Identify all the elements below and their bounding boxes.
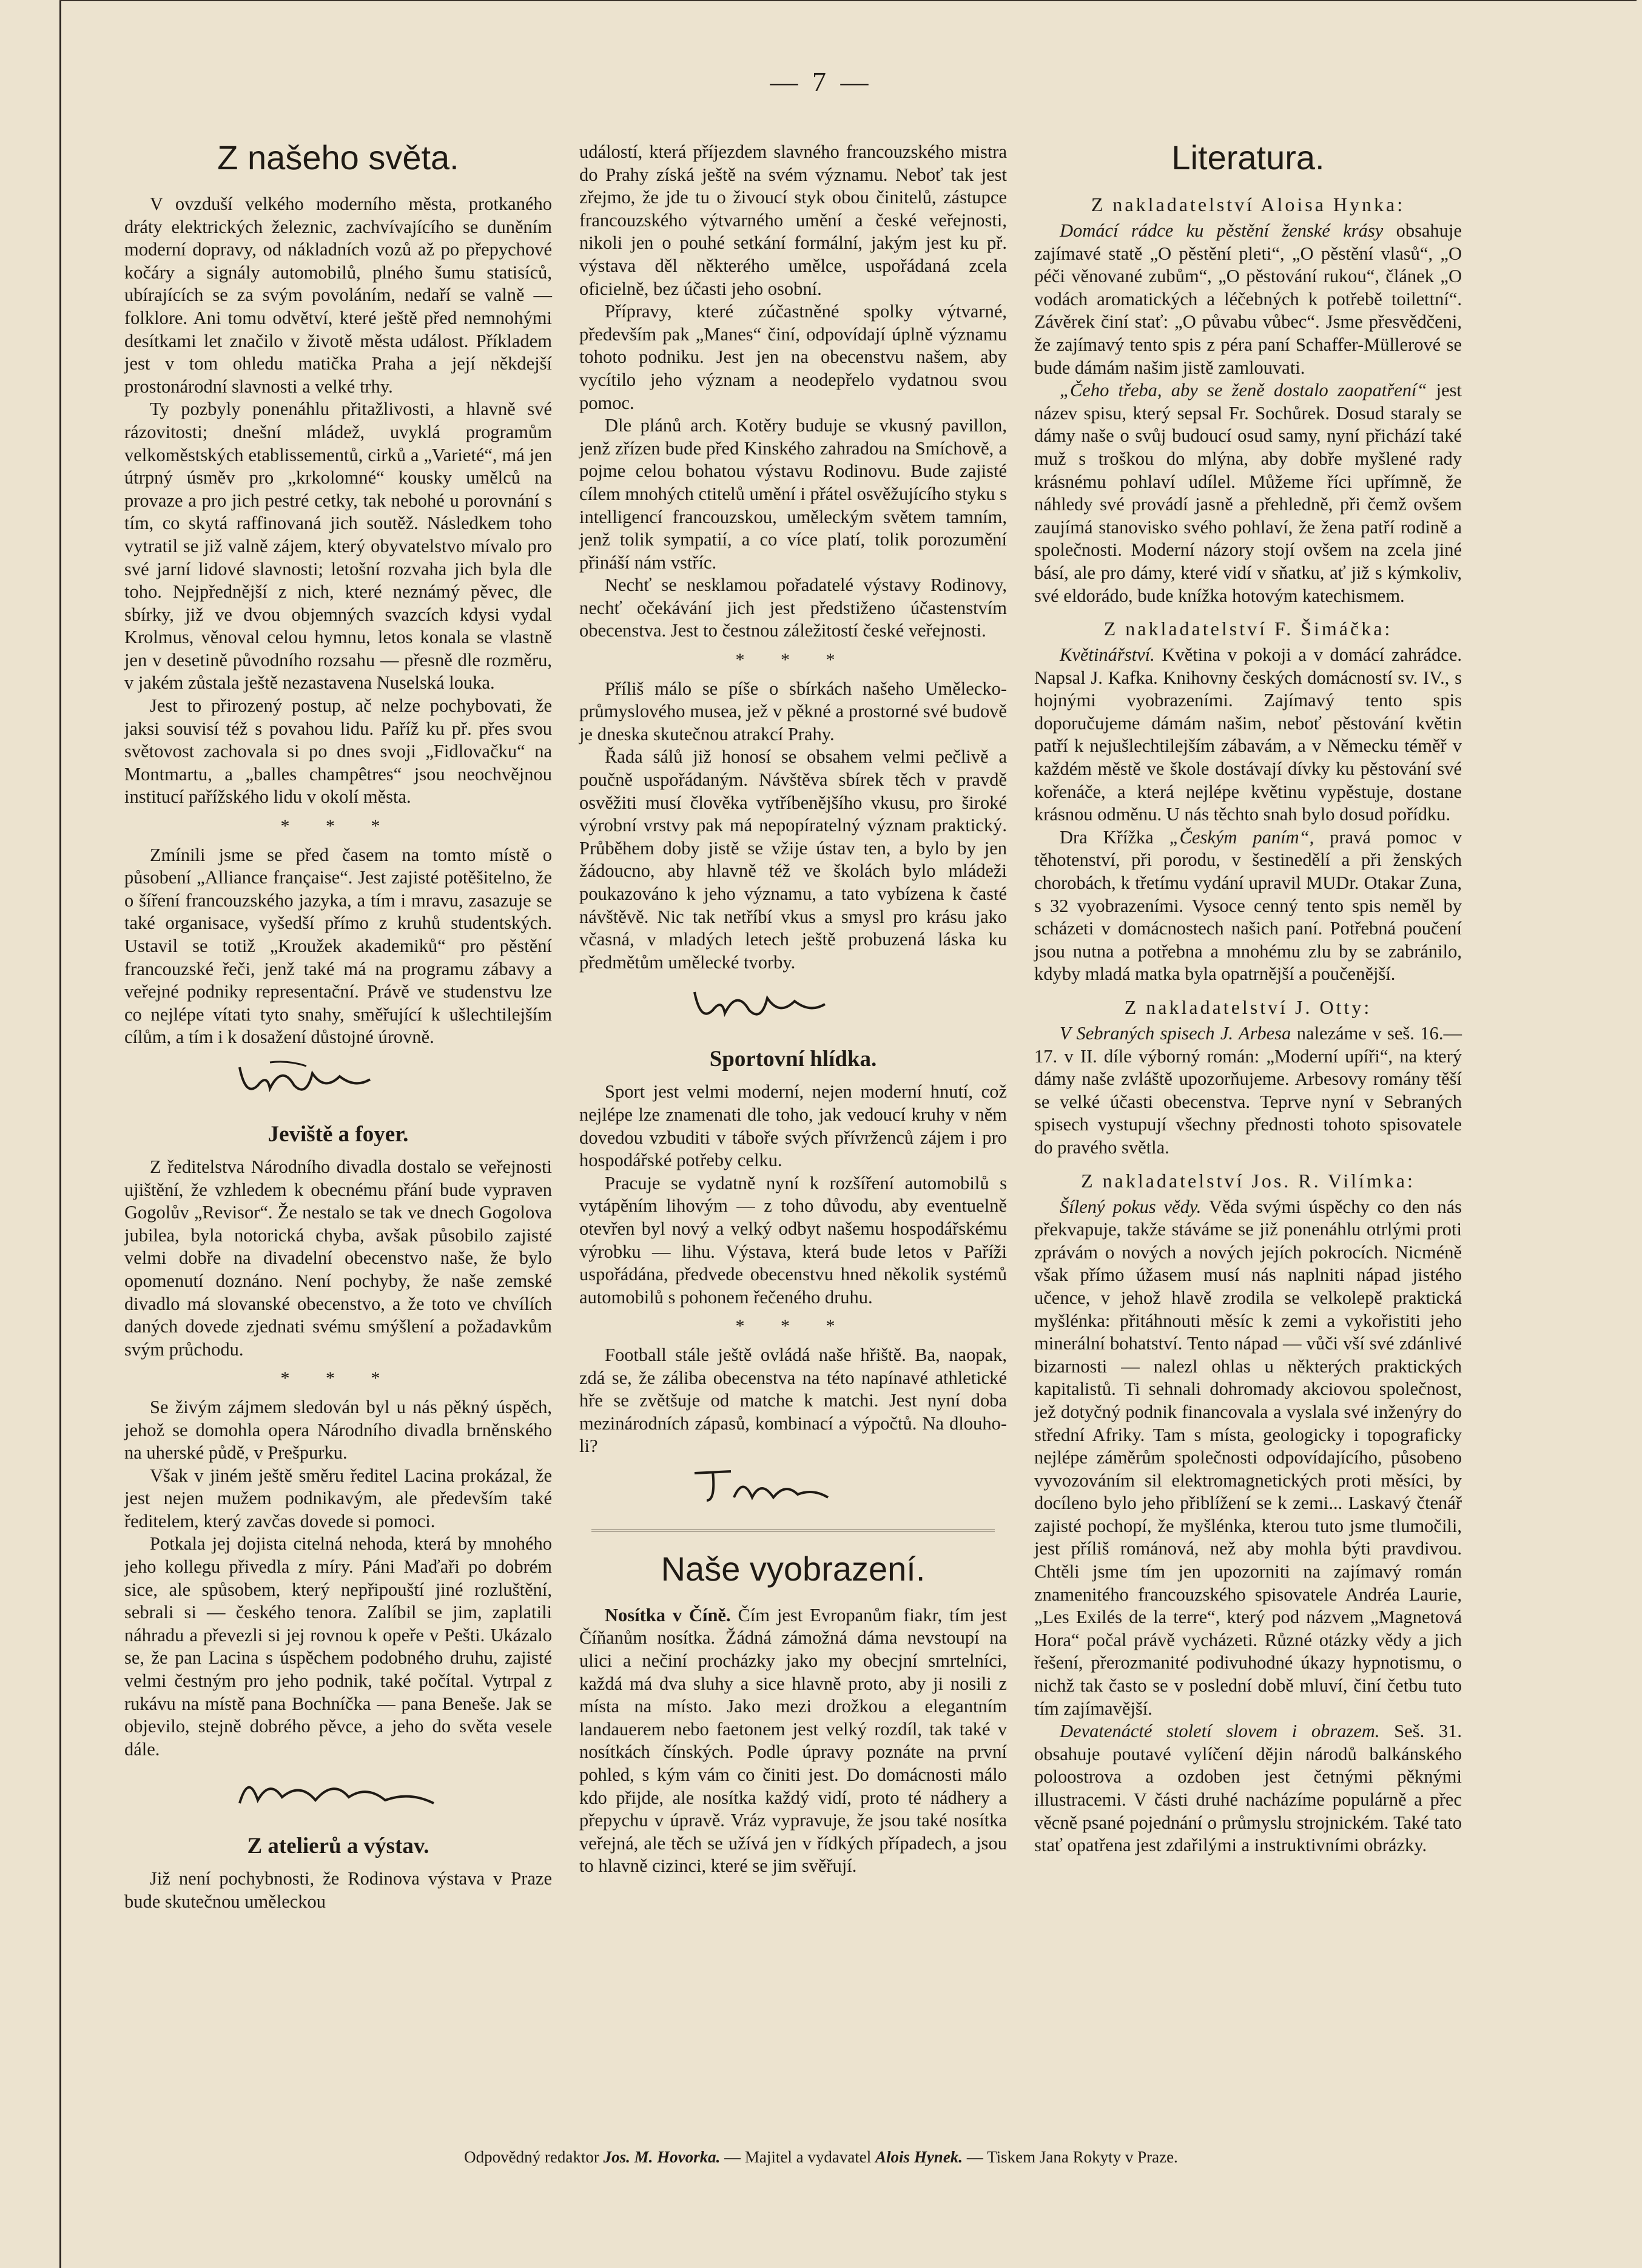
paragraph: [579, 1604, 1007, 1878]
section-title-z-naseho-sveta: Z našeho světa.: [217, 138, 459, 177]
paragraph-text: Seš. 31. obsahuje poutavé vylíčení dějin národů balkánského poloostrova a ozdoben jest četnými pěknými illustracemi. V části druhé nacházíme populárně a přec věcně psané pojednání o průmyslu strojnickém. Také tato stať opatřena jest zdařilými a instruktivními obrázky.: [1034, 1721, 1462, 1856]
signature-jos-bor: [234, 1055, 379, 1104]
paragraph-text: nalezáme v seš. 16.—17. v II. díle výborný román: „Moderní upíři“, na který dámy naše zvláště upozorňujeme. Arbesovy romány těší se velké účasti obecenstva. Teprve nyní v Sebraných spisech vystupují všechny přednosti tohoto spisovatele do pravého světla.: [1034, 1023, 1462, 1158]
paragraph: [1034, 644, 1462, 826]
paragraph: Řada sálů již honosí se obsahem velmi pečlivě a poučně uspořádaným. Návštěva sbírek těch v pravdě osvěžiti musí člověka vytříbenějšího vkusu, pro široké výrobní vrstvy pak má nepopíratelný význam praktický. Průběhem doby jistě se vžije ústav ten, a bylo by jen žádoucno, aby hlavně též ve školách bylo mládeži poukazováno k jeho významu, a tato vybízena k časté návštěvě. Nic tak netříbí vkus a smysl pro krásu jako včasná, v mladých letech ještě probuzená láska ku předmětům umělecké tvorby.: [579, 746, 1007, 973]
binding-edge-line: [59, 0, 61, 2268]
paragraph: Přípravy, které zúčastněné spolky výtvarné, především pak „Manes“ činí, odpovídají úplně významu tohoto podniku. Jest jen na obecenstvu našem, aby vycítilo jeho význam a neodepřelo vydatnou svou pomoc.: [579, 301, 1007, 413]
paragraph: Sport jest velmi moderní, nejen moderní hnutí, což nejlépe lze znamenati dle toho, jak vedoucí kruhy v něm dovedou vzbuditi v táboře svých přívrženců zájem i pro hospodářské potřeby celku.: [579, 1081, 1007, 1171]
book-title: „Českým paním“,: [1169, 826, 1314, 848]
imprint-footer: [0, 2148, 1642, 2167]
paragraph: Pracuje se vydatně nyní k rozšíření automobilů s vytápěním lihovým — z toho důvodu, aby eventuelně otevřen byl nový a velký odbyt našemu hospodářskému výrobku — lihu. Výstava, která bude letos v Paříži uspořádána, předvede obecenstvu hned několik systémů automobilů s pohonem řečeného druhu.: [579, 1172, 1007, 1308]
section-title-nase-vyobrazeni: Naše vyobrazení.: [661, 1549, 926, 1588]
book-title: „Čeho třeba, aby se ženě dostalo zaopatření“: [1060, 380, 1427, 401]
paragraph: [1034, 379, 1462, 607]
paragraph-text: pravá pomoc v těhotenství, při porodu, v šestinedělí a při ženských chorobách, k třetímu vydání upravil MUDr. Otakar Zuna, s 32 vyobrazeními. Vysoce cenný tento spis neměl by scházeti v domácnostech našich paní. Potřebná poučení jsou nutna a potřebna a mnohému zlu by se zabránilo, kdyby mladá matka byla opatrnější a poučenější.: [1034, 826, 1462, 985]
paragraph: [1034, 1720, 1462, 1857]
footer-label-publisher: — Majitel a vydavatel: [724, 2148, 872, 2166]
section-divider-stars: * * *: [280, 1368, 396, 1389]
paragraph: Football stále ještě ovládá naše hřiště. Ba, naopak, zdá se, že záliba obecenstva na této napínavé athletické hře se zvětšuje od matche k matchi. Jest nyní doba mezinárodních zápasů, kombinací a výpočtů. Na dlouho-li?: [579, 1344, 1007, 1457]
paragraph: [1034, 826, 1462, 986]
section-divider-stars: * * *: [280, 816, 396, 837]
section-rule: [591, 1530, 995, 1531]
section-divider-stars: * * *: [735, 650, 851, 670]
book-title: Devatenácté století slovem i obrazem.: [1060, 1721, 1380, 1742]
paragraph: Potkala jej dojista citelná nehoda, která by mnohého jeho kollegu přivedla z míry. Páni Maďaři po dobrém sice, ale spůsobem, který nepřipouští jiné rozluštění, sebrali si — českého tenora. Zalíbil se jim, zaplatili náhradu a převezli si jej rovnou k opeře v Pešti. Ukázalo se, že pan Lacina s úspěchem podobného druhu, zajisté velmi čestným pro jeho podnik, také počítal. Vytrpal z rukávu na místě pana Bochníčka — pana Beneše. Jak se objevilo, stejně dobrého pěvce, a jeho do světa vesele dále.: [124, 1533, 552, 1760]
book-title: Šílený pokus vědy.: [1060, 1196, 1202, 1217]
paragraph: Z ředitelstva Národního divadla dostalo se veřejnosti ujištění, že vzhledem k obecnému přání bude vypraven Gogolův „Revisor“. Že nestalo se tak ve dnech Gogolova jubilea, byla notorická chyba, avšak působilo zajisté velmi dobře na divadelní obecenstvo naše, že bylo opomenutí doznáno. Není pochyby, že naše zemské divadlo má slovanské obecenstvo, a že toto ve chvílích daných dovede zjednati svému smýšlení a požadavkům svým průchodu.: [124, 1156, 552, 1360]
publisher-heading-vilimek: Z nakladatelství Jos. R. Vilímka:: [1081, 1169, 1415, 1192]
section-title-z-atelieru-a-vystav: Z atelierů a výstav.: [247, 1834, 429, 1859]
paragraph: Jest to přirozený postup, ač nelze pochybovati, že jaksi souvisí též s povahou lidu. Paříž ku př. přes svou světovost zachovala si po dnes svoji „Fidlovačku“ na Montmartu, a „balles champêtres“ jsou neochvějnou institucí pařížského lidu v okolí města.: [124, 695, 552, 808]
book-title: Domácí rádce ku pěstění ženské krásy: [1060, 220, 1384, 241]
column-3: [1034, 127, 1462, 1857]
signature-j-matek: [688, 1464, 834, 1507]
page-number: — 7 —: [770, 66, 872, 97]
section-title-literatura: Literatura.: [1171, 138, 1325, 177]
section-divider-stars: * * *: [735, 1316, 851, 1337]
paragraph: Dle plánů arch. Kotěry buduje se vkusný pavillon, jenž zřízen bude před Kinského zahradou na Smíchově, a pojme celou bohatou výstavu Rodinovu. Bude zajisté cílem mnohých ctitelů umění i přátel osvěžujícího styku s intelligencí francouzskou, uměleckým světem tamním, jenž tolik sympatií, a co více platí, tolik porozumění přináší nám vstříc.: [579, 415, 1007, 573]
paragraph-text: jest název spisu, který sepsal Fr. Sochůrek. Dosud staraly se dámy naše o svůj budoucí osud samy, nyní přichází také muž s troškou do mlýna, aby dobře myšlené rady krásnému pohlaví udílel. Můžeme říci upřímně, že náhledy své provádí jasně a přehledně, při čemž ovšem zaujímá stanovisko svého pohlaví, že žena patří rodině a společnosti. Moderní názory stojí ovšem na zcela jiné básí, ale pro dámy, které vidí v sňatku, ať již s kýmkoliv, své eldorádo, bude knížka hotovým katechismem.: [1034, 380, 1462, 606]
paragraph: V ovzduší velkého moderního města, protkaného dráty elektrických železnic, zachvívajícího se duněním moderní dopravy, od nákladních vozů až po přepychové kočáry a signály automobilů, plného šumu statisíců, ubírajících se za svým povoláním, nedaří se valně — folklore. Ani tomu odvětví, které ještě před nemnohými desítkami let značilo v životě města událost. Příkladem jest v tom ohledu matička Praha a její někdejší prostonárodní slavnosti a velké trhy.: [124, 194, 552, 397]
author-name: Dra Křížka: [1060, 826, 1154, 848]
paragraph: Zmínili jsme se před časem na tomto místě o působení „Alliance française“. Jest zajisté potěšitelno, že o šíření francouzského jazyka, a tím i mravu, zasazuje se také organisace, vyšedší přímo z kruhů studentských. Ustavil se totiž „Kroužek akademiků“ pro pěstění francouzské řeči, jenž také má na programu zábavy a veřejné podniky representační. Právě ve studenstvu lze co nejlépe vítati tyto snahy, směřující k ušlechtilejším cílům, a tím i k dosažení důstojné úrovně.: [124, 844, 552, 1048]
top-edge-line: [59, 0, 1637, 1]
footer-publisher-name: Alois Hynek.: [875, 2148, 963, 2166]
paragraph: [1034, 1022, 1462, 1159]
paragraph: Nechť se nesklamou pořadatelé výstavy Rodinovy, nechť očekávání jich jest předstiženo účastenstvím obecenstva. Jest to čestnou záležitostí české veřejnosti.: [579, 575, 1007, 641]
book-title: Květinářství.: [1060, 644, 1155, 666]
signature-fr-kazimir: [234, 1767, 440, 1815]
footer-printer: — Tiskem Jana Rokyty v Praze.: [966, 2148, 1178, 2166]
paragraph-text: obsahuje zajímavé statě „O pěstění pleti“, „O pěstění vlasů“, „O péči věnované zubům“, „O pěstování rukou“, článek „O vodách aromatických a léčebných k potřebě toilettní“. Závěrek činí stať: „O půvabu vůbec“. Jsme přesvědčeni, že zajímavý tento spis z péra paní Schaffer-Müllerové se bude dámám našim jistě zamlouvati.: [1034, 220, 1462, 378]
article-lead: Nosítka v Číně.: [605, 1604, 731, 1625]
publisher-heading-otta: Z nakladatelství J. Otty:: [1124, 996, 1372, 1018]
section-title-sportovni-hlidka: Sportovní hlídka.: [709, 1047, 877, 1072]
paragraph: událostí, která příjezdem slavného francouzského mistra do Prahy získá ještě na svém významu. Neboť tak jest zřejmo, že jde tu o živoucí styk obou činitelů, zástupce francouzského výtvarného umění a české veřejnosti, nikoli jen o pouhé setkání formální, jakým jest ku př. výstava děl některého umělce, uspořádaná zcela oficielně, bez účasti jeho osobní.: [579, 141, 1007, 299]
signature-jos-bor-2: [688, 980, 834, 1028]
paragraph: Ty pozbyly ponenáhlu přitažlivosti, a hlavně své rázovitosti; dnešní mládež, uvyklá programům velkoměstských etablissementů, cirků a „Varieté“, má jen útrpný úsměv pro „krkolomné“ kousky umělců na provaze a pro jich pestré cetky, tak nebohé u porovnání s tím, co skytá raffinovaná jich soutěž. Následkem toho vytratil se již valně zájem, který obyvatelstvo mívalo pro své jarní lidové slavnosti; letošní rozvaha jich byla dle toho. Nejpřednější z nich, které neznámý pěvec, dle sbírky, již ve dvou objemných svazcích kdysi vydal Krolmus, věnoval celou hymnu, letos konala se vlastně jen v desetině původního rozsahu — přesně dle rozměru, v jakém zůstala ještě nezastavena Nuselská louka.: [124, 399, 552, 694]
paragraph-text: Květina v pokoji a v domácí zahrádce. Napsal J. Kafka. Knihovny českých domácností sv. IV., s hojnými vyobrazeními. Zajímavý tento spis doporučujeme dámám našim, neboť pěstování květin patří k nejušlechtilejším zábavám, a v Německu téměř v každém městě ve škole dostávají dívky ku pěstování své kořenáče, a která nejlépe květinu vypěstuje, dostane krásnou odměnu. U nás těchto snah bylo dosud pořídku.: [1034, 644, 1462, 825]
column-2: [579, 141, 1007, 1878]
paragraph: Se živým zájmem sledován byl u nás pěkný úspěch, jehož se domohla opera Národního divadla brněnského na uherské půdě, v Prešpurku.: [124, 1396, 552, 1463]
section-title-jeviste-a-foyer: Jeviště a foyer.: [267, 1121, 409, 1147]
footer-editor-name: Jos. M. Hovorka.: [603, 2148, 721, 2166]
paragraph: Již není pochybnosti, že Rodinova výstava v Praze bude skutečnou uměleckou: [124, 1868, 552, 1912]
paragraph: [1034, 1196, 1462, 1721]
footer-label-editor: Odpovědný redaktor: [464, 2148, 599, 2166]
paragraph: Však v jiném ještě směru ředitel Lacina prokázal, že jest nejen mužem podnikavým, ale především také ředitelem, který zavčas dovede si pomoci.: [124, 1465, 552, 1531]
publisher-heading-hynek: Z nakladatelství Aloisa Hynka:: [1091, 194, 1405, 215]
column-1: [124, 127, 552, 1914]
paragraph-text: Čím jest Evropanům fiakr, tím jest Číňanům nosítka. Žádná zámožná dáma nevstoupí na ulici a nečiní procházky jako my obecjní smrtelníci, každá má dva sluhy a sice hlavně proto, aby ji nosili z místa na místo. Jako mezi drožkou a elegantním landauerem nebo faetonem jest velký rozdíl, tak také v nosítkách čínských. Podle úpravy poznáte na první pohled, s kým vám co činiti jest. Do domácnosti málo kdo přijde, ale nosítka každý vidí, proto té nádhery a přepychu v úpravě. Vráz vypravuje, že jsou také nosítka veřejná, ale těch se užívá jen v řídkých případech, a jsou to hlavně cizinci, které se jim svěřují.: [579, 1604, 1008, 1877]
paragraph-text: Věda svými úspěchy co den nás překvapuje, takže stáváme se již ponenáhlu otrlými proti zprávám o nových a nových jejích pokrocích. Nicméně však přímo úžasem musí nás naplniti nápad jistého učence, v jehož hlavě zrodila se velkolepě praktická myšlénka: přitáhnouti měsíc k zemi a vykořistiti jeho minerální bohatství. Tento nápad — vůči vší své zdánlivé bizarnosti — nalezl ohlas u některých praktických kapitalistů. Ti sehnali dohromady akciovou společnost, jež dotyčný podnik financovala a vyslala své inženýry do střední Afriky. Tam s místa, geologicky i topograficky nejlépe záměrům společnosti odpovídajícího, působeno vyvozováním sil elektromagnetických proti měsíci, by docíleno bylo jeho přiblížení se k zemi... Laskavý čtenář zajisté pochopí, že myšlénka, kterou tuto jsme tlumočili, jest příliš románová, než aby mohla býti pravdivou. Chtěli jsme tím jen upozorniti na zajímavý román znamenitého francouzského spisovatele Andréa Laurie, „Les Exilés de la terre“, který pod názvem „Magnetová Hora“ počal právě vycházeti. Různé otázky vědy a jich řešení, přerozmanité podivuhodné úkazy hypnotismu, o nichž tak často se v poslední době mluví, činí četbu tuto tím zajímavější.: [1034, 1196, 1462, 1719]
book-title: V Sebraných spisech J. Arbesa: [1060, 1023, 1291, 1044]
paragraph: [1034, 220, 1462, 379]
paragraph: Příliš málo se píše o sbírkách našeho Umělecko-průmyslového musea, jež v pěkné a prostorné své budově je dneska skutečnou atrakcí Prahy.: [579, 678, 1007, 744]
publisher-heading-simacek: Z nakladatelství F. Šimáčka:: [1103, 618, 1393, 640]
